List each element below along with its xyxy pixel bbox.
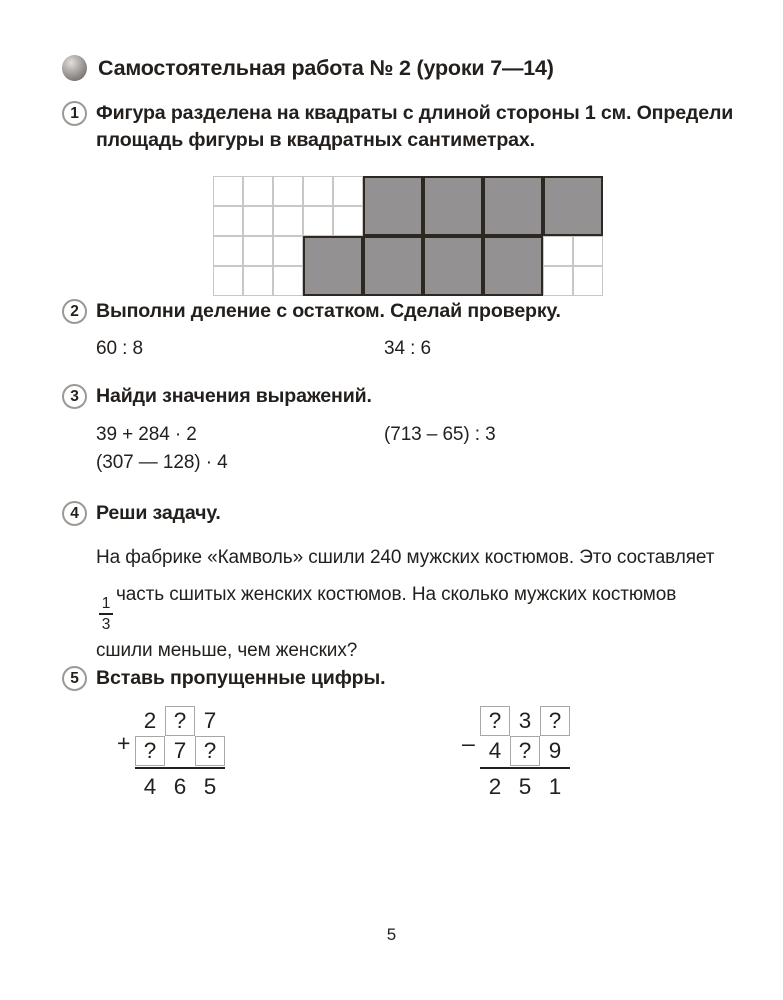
shaded-square bbox=[483, 236, 543, 296]
fraction-one-third bbox=[99, 596, 113, 633]
digit: 6 bbox=[173, 774, 187, 800]
grid-cell bbox=[243, 236, 273, 266]
task-1 bbox=[62, 100, 734, 153]
task-5-title: Вставь пропущенные цифры. bbox=[96, 667, 386, 689]
grid-cell bbox=[273, 236, 303, 266]
grid-cell bbox=[273, 176, 303, 206]
task-number-badge-5: 5 bbox=[62, 666, 87, 691]
task-5-head bbox=[62, 665, 734, 692]
operand-row-1 bbox=[480, 706, 570, 736]
digit: 7 bbox=[173, 738, 187, 763]
grid-cell bbox=[303, 176, 333, 206]
task-number-badge-4: 4 bbox=[62, 501, 87, 526]
digit-stack bbox=[480, 706, 570, 802]
shaded-square bbox=[543, 176, 603, 236]
grid-cell bbox=[213, 236, 243, 266]
expression-row bbox=[96, 335, 734, 364]
sum-rule bbox=[135, 767, 225, 769]
page-number: 5 bbox=[386, 925, 397, 944]
task-3 bbox=[62, 383, 734, 478]
grid-cell bbox=[243, 176, 273, 206]
fraction-denominator: 3 bbox=[101, 615, 111, 633]
operand-row-2 bbox=[135, 736, 225, 766]
task-number-badge-3: 3 bbox=[62, 384, 87, 409]
expression-left: 39 + 284 · 2 bbox=[96, 423, 197, 445]
operand-row-2 bbox=[480, 736, 570, 766]
task-4 bbox=[62, 500, 734, 669]
digit: 7 bbox=[203, 708, 217, 733]
fraction-numerator: 1 bbox=[101, 594, 111, 612]
digit: 3 bbox=[518, 708, 532, 733]
problem-text-part2: часть сшитых женских костюмов. На сколько мужских костюмов сшили меньше, чем женских? bbox=[96, 583, 677, 662]
page-title: Самостоятельная работа № 2 (уроки 7—14) bbox=[98, 55, 554, 80]
shaded-square bbox=[363, 176, 423, 236]
digit: 2 bbox=[488, 774, 502, 800]
task-2-body bbox=[96, 335, 734, 364]
column-subtraction bbox=[462, 706, 570, 802]
grid-cell bbox=[543, 266, 573, 296]
task-2-title: Выполни деление с остатком. Сделай проверку. bbox=[96, 300, 561, 322]
task-3-head bbox=[62, 383, 734, 410]
digit: 9 bbox=[548, 738, 562, 763]
missing-digit-box[interactable]: ? bbox=[480, 706, 510, 736]
grid-cell bbox=[333, 176, 363, 206]
area-figure bbox=[213, 176, 603, 296]
task-3-title: Найди значения выражений. bbox=[96, 385, 372, 407]
result-row bbox=[135, 772, 225, 802]
fraction-bar bbox=[99, 613, 113, 615]
grid-cell bbox=[573, 266, 603, 296]
problem-text-part1: На фабрике «Камволь» сшили 240 мужских костюмов. Это составляет bbox=[96, 546, 715, 568]
digit: 5 bbox=[518, 774, 532, 800]
digit: 4 bbox=[488, 738, 502, 763]
expression-right: (713 – 65) : 3 bbox=[384, 423, 496, 445]
grid-cell bbox=[303, 206, 333, 236]
grid-cell bbox=[213, 266, 243, 296]
result-row bbox=[480, 772, 570, 802]
missing-digit-box[interactable]: ? bbox=[195, 736, 225, 766]
operator-sign: + bbox=[117, 730, 131, 756]
task-1-head bbox=[62, 100, 734, 153]
digit: 4 bbox=[143, 774, 157, 800]
digit: 2 bbox=[143, 708, 157, 733]
task-2 bbox=[62, 298, 734, 363]
grid-cell bbox=[273, 206, 303, 236]
missing-digit-box[interactable]: ? bbox=[510, 736, 540, 766]
column-arithmetic-area bbox=[62, 706, 734, 806]
shaded-square bbox=[423, 236, 483, 296]
missing-digit-box[interactable]: ? bbox=[540, 706, 570, 736]
task-1-title: Фигура разделена на квадраты с длиной стороны 1 см. Определи площадь фигуры в квадратных сантиметрах. bbox=[96, 102, 734, 151]
square-grid bbox=[213, 176, 603, 296]
digit-stack bbox=[135, 706, 225, 802]
shaded-square bbox=[303, 236, 363, 296]
grid-cell bbox=[243, 266, 273, 296]
digit: 5 bbox=[203, 774, 217, 800]
task-4-head bbox=[62, 500, 734, 527]
task-4-problem bbox=[96, 539, 716, 670]
expression-right: 34 : 6 bbox=[384, 337, 431, 359]
grid-cell bbox=[573, 236, 603, 266]
grid-cell bbox=[243, 206, 273, 236]
expression-left: (307 — 128) · 4 bbox=[96, 452, 228, 474]
operator-sign: – bbox=[462, 730, 475, 756]
task-5 bbox=[62, 665, 734, 692]
expression-row bbox=[96, 421, 734, 450]
task-3-body bbox=[96, 421, 734, 478]
grid-cell bbox=[213, 176, 243, 206]
worksheet-header bbox=[62, 55, 554, 81]
grid-cell bbox=[333, 206, 363, 236]
sum-rule bbox=[480, 767, 570, 769]
operand-row-1 bbox=[135, 706, 225, 736]
sphere-bullet-icon bbox=[62, 55, 87, 81]
shaded-square bbox=[363, 236, 423, 296]
missing-digit-box[interactable]: ? bbox=[135, 736, 165, 766]
column-addition bbox=[117, 706, 225, 802]
task-number-badge-1: 1 bbox=[62, 101, 87, 126]
task-2-head bbox=[62, 298, 734, 325]
shaded-square bbox=[423, 176, 483, 236]
expression-left: 60 : 8 bbox=[96, 337, 143, 359]
shaded-square bbox=[483, 176, 543, 236]
digit: 1 bbox=[548, 774, 562, 800]
expression-row bbox=[96, 449, 734, 478]
grid-cell bbox=[273, 266, 303, 296]
task-number-badge-2: 2 bbox=[62, 299, 87, 324]
grid-cell bbox=[213, 206, 243, 236]
grid-cell bbox=[543, 236, 573, 266]
missing-digit-box[interactable]: ? bbox=[165, 706, 195, 736]
task-4-title: Реши задачу. bbox=[96, 502, 221, 524]
